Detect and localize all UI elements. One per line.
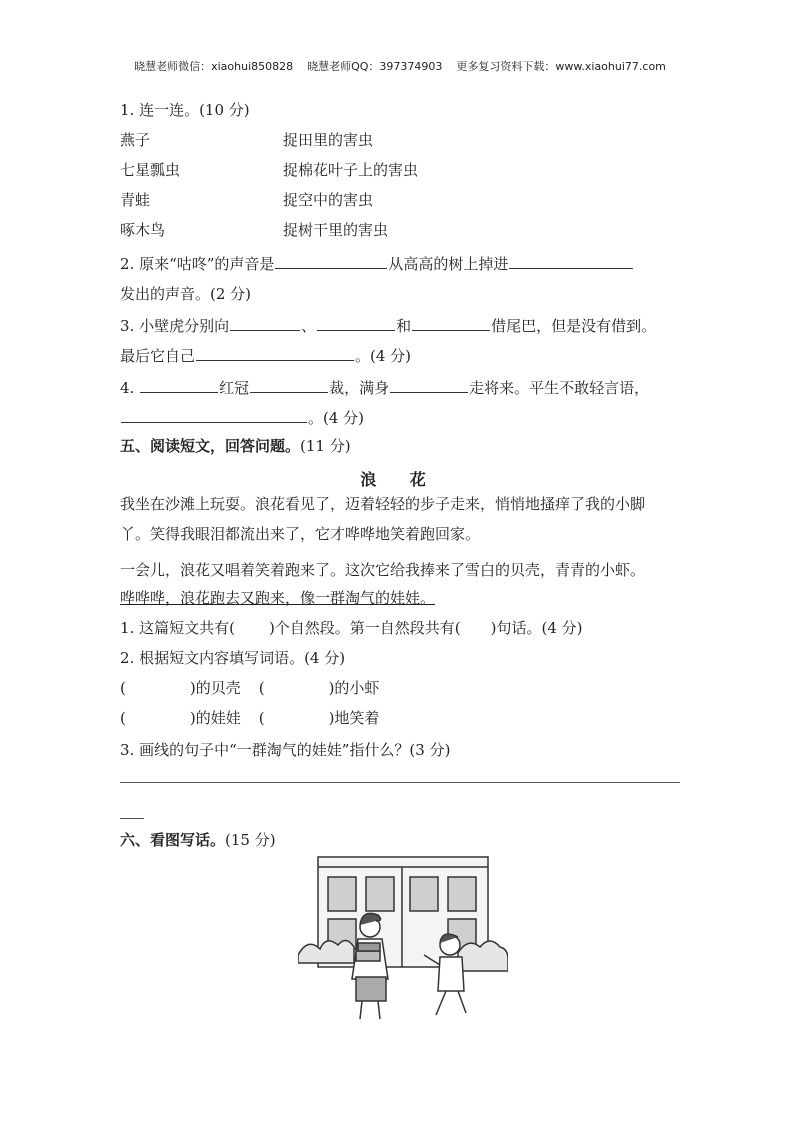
picture-illustration [298, 855, 508, 1025]
q2-line2: 发出的声音。(2 分) [120, 285, 252, 303]
q1-left-0: 燕子 [120, 131, 151, 149]
fill2-open-1: ( [120, 709, 126, 727]
q1-left-3: 啄木鸟 [120, 221, 166, 239]
q1-right-0: 捉田里的害虫 [283, 131, 374, 149]
q2-text-a: 2. 原来“咕咚”的声音是 [120, 255, 275, 273]
q4-text-b: 红冠 [219, 379, 250, 397]
passage-underlined-sentence: 哗哗哗，浪花跑去又跑来，像一群淘气的娃娃。 [120, 589, 436, 607]
reading-q1 [120, 618, 583, 638]
fill1-text-1: )的贝壳 [189, 679, 241, 697]
q1-right-3: 捉树干里的害虫 [283, 221, 389, 239]
fill1-open-1: ( [120, 679, 126, 697]
q2-line1 [120, 252, 634, 274]
section5-heading-text: 五、阅读短文，回答问题。 [120, 437, 301, 455]
q3-text-c: 和 [396, 317, 412, 335]
q3-text-e: 最后它自己 [120, 347, 196, 365]
q2-blank-2[interactable] [509, 252, 633, 269]
section6-heading-text: 六、看图写话。 [120, 831, 226, 849]
q1-left-2: 青蛙 [120, 191, 151, 209]
reading-q1-c: )句话。(4 分) [490, 619, 583, 637]
q1-title: 1. 连一连。(10 分) [120, 101, 250, 119]
q1-right-2: 捉空中的害虫 [283, 191, 374, 209]
q3-text-a: 3. 小壁虎分别向 [120, 317, 230, 335]
q3-line2 [120, 344, 411, 366]
q1-right-1: 捉棉花叶子上的害虫 [283, 161, 419, 179]
fill1-text-2: )的小虾 [328, 679, 380, 697]
reading-q3-answer-line-cont[interactable] [120, 818, 144, 819]
reading-q3-answer-line[interactable] [120, 782, 680, 783]
q4-text-d: 走将来。平生不敢轻言语， [469, 379, 650, 397]
q4-blank-4[interactable] [121, 406, 307, 423]
passage-title: 浪 花 [360, 470, 440, 489]
passage-p1a: 我坐在沙滩上玩耍。浪花看见了，迈着轻轻的步子走来，悄悄地搔痒了我的小脚 [120, 495, 646, 513]
fill-row-2 [120, 708, 379, 728]
fill2-text-2: )地笑着 [328, 709, 380, 727]
reading-q1-b: )个自然段。第一自然段共有( [268, 619, 461, 637]
q3-blank-4[interactable] [196, 344, 354, 361]
q3-blank-3[interactable] [412, 314, 490, 331]
q3-blank-1[interactable] [230, 314, 300, 331]
fill-row-1 [120, 678, 379, 698]
section5-heading [120, 436, 351, 456]
q3-text-f: 。(4 分) [355, 347, 412, 365]
q4-blank-3[interactable] [390, 376, 468, 393]
q3-line1 [120, 314, 656, 336]
section5-points: (11 分) [300, 437, 351, 455]
q3-blank-2[interactable] [317, 314, 395, 331]
q1-left-1: 七星瓢虫 [120, 161, 181, 179]
passage-p1b: 丫。笑得我眼泪都流出来了，它才哗哗地笑着跑回家。 [120, 525, 481, 543]
q4-blank-1[interactable] [140, 376, 218, 393]
reading-q2: 2. 根据短文内容填写词语。(4 分) [120, 649, 346, 667]
page-header: 晓慧老师微信：xiaohui850828 晓慧老师QQ：397374903 更多复习资料下载：www.xiaohui77.com [134, 60, 666, 73]
section6-heading [120, 830, 276, 850]
fill2-open-2: ( [258, 709, 265, 727]
q4-line1 [120, 376, 649, 398]
q3-text-b: 、 [301, 317, 317, 335]
reading-q3: 3. 画线的句子中“一群淘气的娃娃”指什么？(3 分) [120, 741, 451, 759]
q3-text-d: 借尾巴，但是没有借到。 [491, 317, 657, 335]
fill2-text-1: )的娃娃 [189, 709, 241, 727]
passage-p2: 一会儿，浪花又唱着笑着跑来了。这次它给我捧来了雪白的贝壳，青青的小虾。 [120, 561, 646, 579]
q4-text-e: 。(4 分) [308, 409, 365, 427]
q2-text-b: 从高高的树上掉进 [388, 255, 509, 273]
q4-text-a: 4. [120, 379, 135, 397]
reading-q1-a: 1. 这篇短文共有( [120, 619, 235, 637]
q2-blank-1[interactable] [275, 252, 387, 269]
q4-blank-2[interactable] [250, 376, 328, 393]
fill1-open-2: ( [258, 679, 265, 697]
q4-line2 [120, 406, 364, 428]
q4-text-c: 裁，满身 [329, 379, 390, 397]
section6-points: (15 分) [225, 831, 276, 849]
